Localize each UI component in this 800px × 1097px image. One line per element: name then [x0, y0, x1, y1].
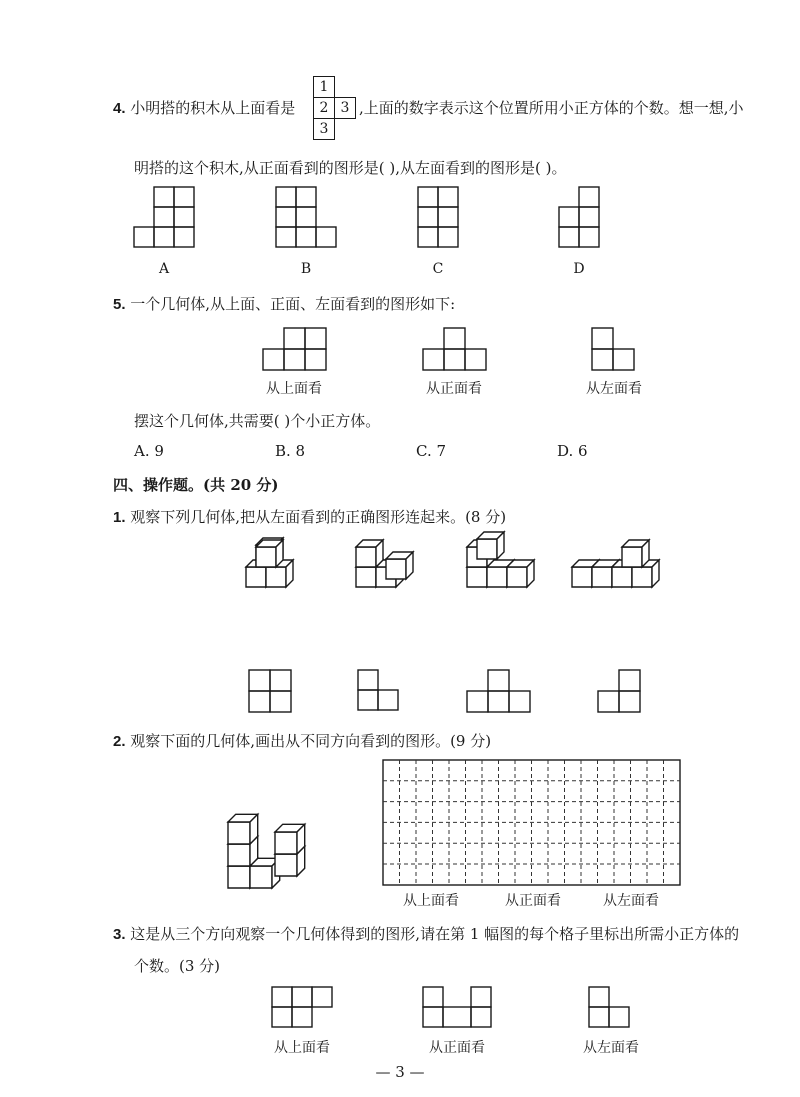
option-a-figure	[134, 187, 194, 247]
op1-view-1	[249, 670, 291, 712]
q5-choice-a: A. 9	[134, 442, 164, 460]
q4-line2: 明搭的这个积木,从正面看到的图形是( ),从左面看到的图形是( )。	[134, 159, 567, 177]
op1-number: 1.	[113, 509, 126, 526]
page-number: — 3 —	[375, 1063, 425, 1081]
op3-text: 这是从三个方向观察一个几何体得到的图形,请在第 1 幅图的每个格子里标出所需小正方体的	[130, 925, 740, 943]
option-c-figure	[418, 187, 458, 247]
q5-left-view	[592, 328, 634, 370]
op3-view-label: 从上面看	[274, 1040, 330, 1056]
q4-top-view-grid	[313, 76, 355, 140]
op3-front-view	[423, 987, 491, 1027]
q5-front-view	[423, 328, 486, 370]
op2-number: 2.	[113, 733, 126, 750]
op3-line1	[113, 923, 739, 944]
op1-text: 观察下列几何体,把从左面看到的正确图形连起来。(8 分)	[130, 508, 507, 526]
q4-number: 4.	[113, 100, 126, 117]
q5-choice-b: B. 8	[275, 442, 306, 460]
q5-view-figures	[0, 326, 800, 386]
op1-line	[113, 506, 506, 527]
q5-text: 一个几何体,从上面、正面、左面看到的图形如下:	[130, 295, 456, 313]
q5-question: 摆这个几何体,共需要( )个小正方体。	[134, 412, 381, 430]
option-d-label: D	[573, 261, 585, 277]
q5-line	[113, 293, 455, 314]
op1-view-2	[358, 670, 398, 710]
op1-view-options	[0, 668, 800, 718]
grid-cell: 3	[334, 97, 356, 119]
op3-view-label: 从正面看	[429, 1040, 485, 1056]
q4-text-a: 小明搭的积木从上面看是	[130, 99, 296, 117]
q5-view-label: 从上面看	[266, 381, 322, 397]
op2-grid-label: 从正面看	[505, 893, 561, 909]
op3-left-view	[589, 987, 629, 1027]
option-c-label: C	[432, 261, 444, 277]
option-d-figure	[559, 187, 599, 247]
op3-view-figures	[0, 985, 800, 1035]
q5-top-view	[263, 328, 326, 370]
op3-view-label: 从左面看	[583, 1040, 639, 1056]
option-b-label: B	[300, 261, 312, 277]
op1-view-4	[598, 670, 640, 712]
op3-top-view	[272, 987, 332, 1027]
op2-line	[113, 730, 491, 751]
q5-number: 5.	[113, 296, 126, 313]
op2-drawing-grid[interactable]	[383, 760, 683, 890]
q4-option-figures	[0, 185, 800, 285]
op2-grid-label: 从上面看	[403, 893, 459, 909]
section-4-title: 四、操作题。(共 20 分)	[113, 476, 279, 494]
q5-view-label: 从正面看	[426, 381, 482, 397]
grid-cell: 2	[313, 97, 335, 119]
op1-view-3	[467, 670, 530, 712]
op1-solids	[0, 535, 800, 605]
grid-cell: 3	[313, 118, 335, 140]
op2-text: 观察下面的几何体,画出从不同方向看到的图形。(9 分)	[130, 732, 492, 750]
q5-choice-c: C. 7	[416, 442, 447, 460]
op2-grid-label: 从左面看	[603, 893, 659, 909]
option-a-label: A	[158, 261, 170, 277]
q5-choice-d: D. 6	[557, 442, 588, 460]
grid-cell: 1	[313, 76, 335, 98]
q4-line1	[113, 97, 295, 118]
q5-view-label: 从左面看	[586, 381, 642, 397]
op3-line2: 个数。(3 分)	[134, 957, 221, 975]
op3-number: 3.	[113, 926, 126, 943]
q4-text-b: ,上面的数字表示这个位置所用小正方体的个数。想一想,小	[359, 99, 744, 117]
option-b-figure	[276, 187, 336, 247]
